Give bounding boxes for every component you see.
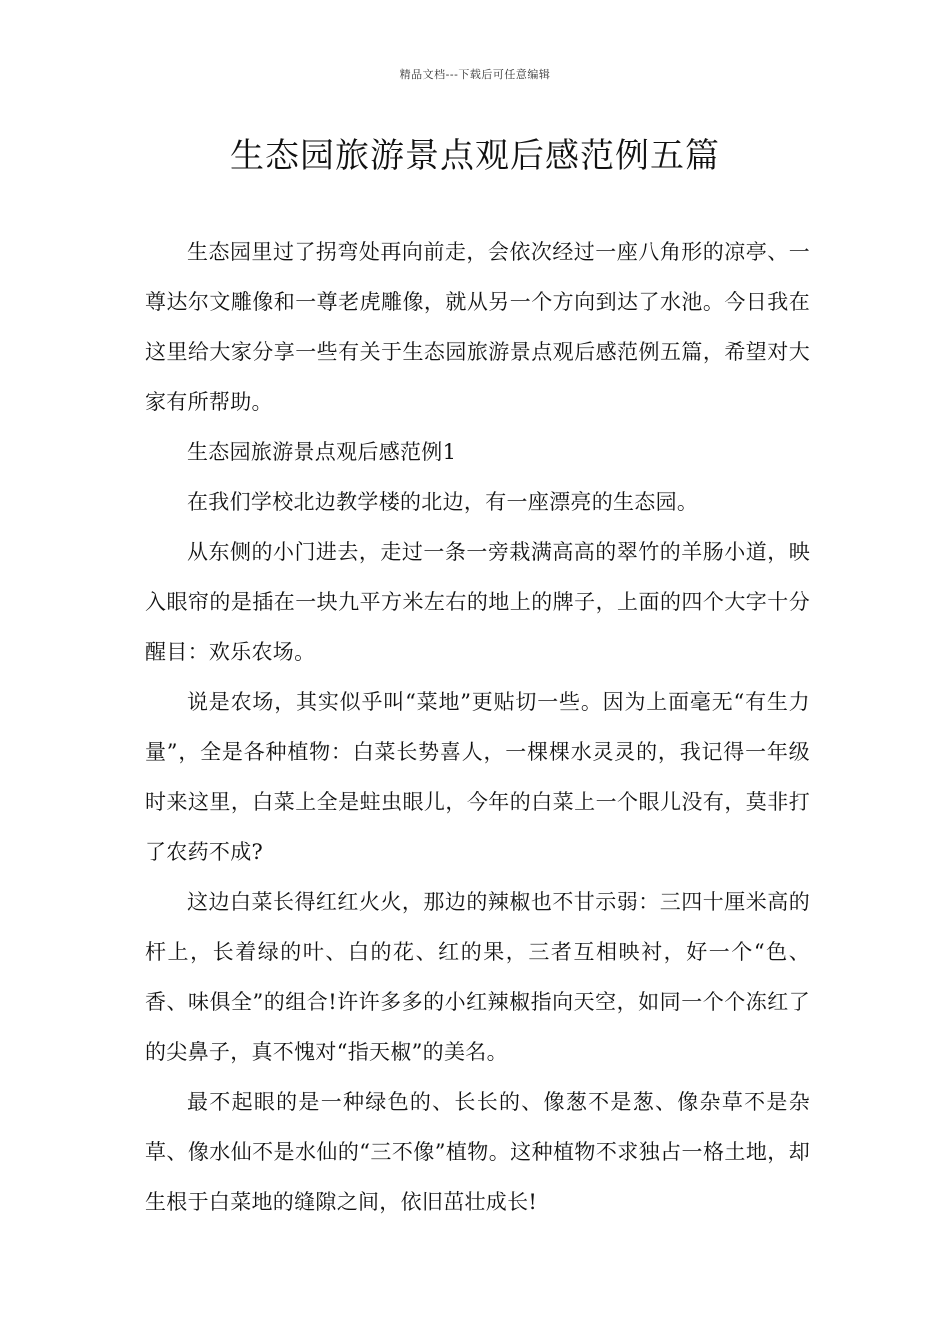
- paragraph: 从东侧的小门进去，走过一条一旁栽满高高的翠竹的羊肠小道，映入眼帘的是插在一块九平方米左右的地上的牌子，上面的四个大字十分醒目：欢乐农场。: [145, 540, 810, 664]
- paragraph: 说是农场，其实似乎叫“菜地”更贴切一些。因为上面毫无“有生力量”，全是各种植物：白菜长势喜人，一棵棵水灵灵的，我记得一年级时来这里，白菜上全是蛀虫眼儿，今年的白菜上一个眼儿没有，莫非打了农药不成?: [145, 690, 810, 864]
- section-heading: 生态园旅游景点观后感范例1: [187, 440, 457, 464]
- paragraph: 这边白菜长得红红火火，那边的辣椒也不甘示弱：三四十厘米高的杆上，长着绿的叶、白的花、红的果，三者互相映衬，好一个“色、香、味俱全”的组合!许许多多的小红辣椒指向天空，如同一个个冻红了的尖鼻子，真不愧对“指天椒”的美名。: [145, 890, 810, 1064]
- document-body: [145, 227, 810, 1227]
- header-note: 精品文档---下载后可任意编辑: [399, 68, 551, 81]
- paragraph: 在我们学校北边教学楼的北边，有一座漂亮的生态园。: [187, 490, 699, 514]
- paragraph: 最不起眼的是一种绿色的、长长的、像葱不是葱、像杂草不是杂草、像水仙不是水仙的“三不像”植物。这种植物不求独占一格土地，却生根于白菜地的缝隙之间，依旧茁壮成长!: [145, 1090, 810, 1214]
- paragraph-intro: 生态园里过了拐弯处再向前走，会依次经过一座八角形的凉亭、一尊达尔文雕像和一尊老虎雕像，就从另一个方向到达了水池。今日我在这里给大家分享一些有关于生态园旅游景点观后感范例五篇，希望对大家有所帮助。: [145, 240, 810, 414]
- document-title: 生态园旅游景点观后感范例五篇: [230, 136, 720, 176]
